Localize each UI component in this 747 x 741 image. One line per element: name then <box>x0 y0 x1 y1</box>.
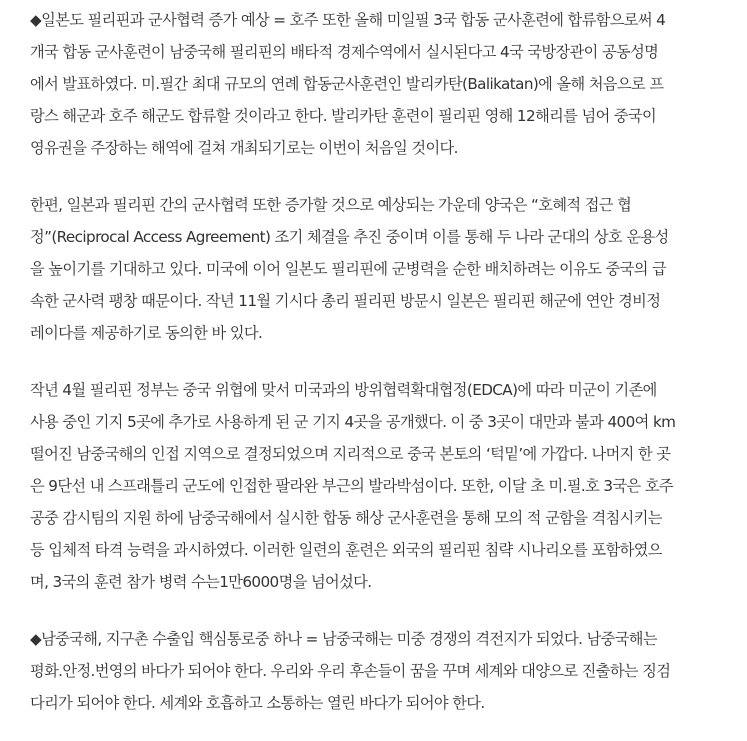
text-line: 은 9단선 내 스프래틀리 군도에 인접한 팔라완 부근의 발라박섬이다. 또한, 이달 초 미.필.호 3국은 호주 <box>30 477 673 495</box>
article-body <box>30 4 730 719</box>
article-paragraph <box>30 374 730 598</box>
article-paragraph <box>30 623 730 719</box>
text-line: 속한 군사력 팽창 때문이다. 작년 11월 기시다 총리 필리핀 방문시 일본은 필리핀 해군에 연안 경비정 <box>30 292 661 310</box>
text-line: 떨어진 남중국해의 인접 지역으로 결정되었으며 지리적으로 중국 본토의 ‘턱밑’에 가깝다. 나머지 한 곳 <box>30 445 671 463</box>
text-line: 등 입체적 타격 능력을 과시하였다. 이러한 일련의 훈련은 외국의 필리핀 침략 시나리오를 포함하였으 <box>30 541 662 559</box>
text-line: 공중 감시팀의 지원 하에 남중국해에서 실시한 합동 해상 군사훈련을 통해 모의 적 군함을 격침시키는 <box>30 509 662 527</box>
text-line: 영유권을 주장하는 해역에 걸쳐 개최되기로는 이번이 처음일 것이다. <box>30 139 458 157</box>
text-line: 랑스 해군과 호주 해군도 합류할 것이라고 한다. 발리카탄 훈련이 필리핀 영해 12해리를 넘어 중국이 <box>30 107 657 125</box>
text-line: 한편, 일본과 필리핀 간의 군사협력 또한 증가할 것으로 예상되는 가운데 양국은 “호혜적 접근 협 <box>30 196 632 214</box>
text-line: 에서 발표하였다. 미.필간 최대 규모의 연례 합동군사훈련인 발리카탄(Balikatan)에 올해 처음으로 프 <box>30 75 664 93</box>
text-line: 정”(Reciprocal Access Agreement) 조기 체결을 추진 중이며 이를 통해 두 나라 군대의 상호 운용성 <box>30 228 669 246</box>
text-line: ◆일본도 필리핀과 군사협력 증가 예상 = 호주 또한 올해 미일필 3국 합동 군사훈련에 합류함으로써 4 <box>30 11 666 29</box>
text-line: ◆남중국해, 지구촌 수출입 핵심통로중 하나 = 남중국해는 미중 경쟁의 격전지가 되었다. 남중국해는 <box>30 630 657 648</box>
article-paragraph <box>30 4 730 164</box>
text-line: 평화.안정.번영의 바다가 되어야 한다. 우리와 우리 후손들이 꿈을 꾸며 세계와 대양으로 진출하는 징검 <box>30 662 671 680</box>
article-paragraph <box>30 189 730 349</box>
text-line: 을 높이기를 기대하고 있다. 미국에 이어 일본도 필리핀에 군병력을 순한 배치하려는 이유도 중국의 급 <box>30 260 667 278</box>
text-line: 작년 4월 필리핀 정부는 중국 위협에 맞서 미국과의 방위협력확대협정(EDCA)에 따라 미군이 기존에 <box>30 381 657 399</box>
text-line: 사용 중인 기지 5곳에 추가로 사용하게 된 군 기지 4곳을 공개했다. 이 중 3곳이 대만과 불과 400여 km <box>30 413 676 431</box>
text-line: 며, 3국의 훈련 참가 병력 수는1만6000명을 넘어섰다. <box>30 573 372 591</box>
text-line: 개국 합동 군사훈련이 남중국해 필리핀의 배타적 경제수역에서 실시된다고 4국 국방장관이 공동성명 <box>30 43 659 61</box>
text-line: 다리가 되어야 한다. 세계와 호흡하고 소통하는 열린 바다가 되어야 한다. <box>30 694 485 712</box>
text-line: 레이다를 제공하기로 동의한 바 있다. <box>30 324 263 342</box>
